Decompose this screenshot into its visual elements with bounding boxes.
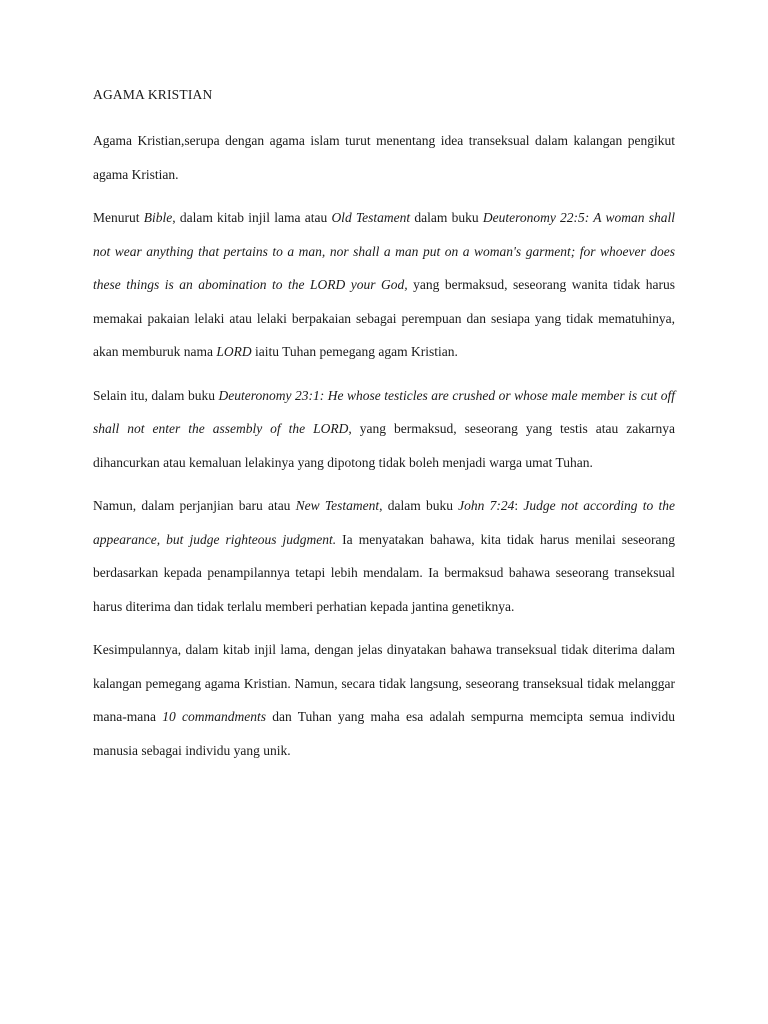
text-run: Menurut [93, 210, 144, 225]
text-run: iaitu Tuhan pemegang agam Kristian. [251, 344, 458, 359]
document-title: AGAMA KRISTIAN [93, 87, 213, 102]
paragraph-4 [93, 489, 675, 623]
text-run-italic: John 7:24 [458, 498, 515, 513]
text-run: Agama Kristian,serupa dengan agama islam turut menentang idea transeksual dalam kalangan pengikut agama Kristian. [93, 133, 675, 182]
paragraph-1 [93, 124, 675, 191]
text-run: , dalam buku [379, 498, 459, 513]
paragraph-2 [93, 201, 675, 369]
text-run: , yang bermaksud, seseorang yang testis atau zakarnya dihancurkan atau kemaluan lelakinya yang dipotong tidak boleh menjadi warga umat Tuhan. [93, 421, 675, 470]
text-run: Namun, dalam perjanjian baru atau [93, 498, 296, 513]
text-run: Ia menyatakan bahawa, kita tidak harus menilai seseorang berdasarkan kepada penampilannya tetapi lebih mendalam. Ia bermaksud bahawa seseorang transeksual harus diterima dan tidak terlalu memberi perhatian kepada jantina genetiknya. [93, 531, 675, 614]
text-run: dan Tuhan yang maha esa adalah sempurna memcipta semua individu manusia sebagai individu yang unik. [93, 709, 675, 758]
text-run: dalam buku [410, 210, 483, 225]
text-run-italic: Deuteronomy 23:1: He whose testicles are crushed or whose male member is cut off shall not enter the assembly of the LORD [93, 387, 675, 436]
document-page [93, 84, 675, 777]
text-run-italic: Old Testament [331, 210, 411, 225]
paragraph-5 [93, 633, 675, 767]
text-run: : [514, 498, 524, 513]
text-run-italic: LORD [216, 344, 252, 359]
text-run-italic: New Testament [295, 498, 380, 513]
text-run: Selain itu, dalam buku [93, 387, 219, 403]
text-run: yang bermaksud, seseorang wanita tidak harus memakai pakaian lelaki atau lelaki berpakaian sebagai perempuan dan sesiapa yang tidak mematuhinya, akan memburuk nama [93, 277, 675, 359]
text-run-italic: Judge not according to the appearance, but judge righteous judgment. [93, 498, 675, 547]
text-run-italic: Deuteronomy 22:5: A woman shall not wear anything that pertains to a man, nor shall a man put on a woman's garment; for whoever does these things is an abomination to the LORD your God, [93, 210, 675, 292]
text-run-italic: Bible [143, 210, 173, 225]
text-run: , dalam kitab injil lama atau [172, 210, 332, 225]
text-run-italic: 10 commandments [162, 709, 266, 724]
paragraph-3 [93, 379, 675, 480]
text-run: Kesimpulannya, dalam kitab injil lama, dengan jelas dinyatakan bahawa transeksual tidak diterima dalam kalangan pemegang agama Kristian. Namun, secara tidak langsung, seseorang transeksual tidak melanggar mana-mana [93, 642, 675, 724]
